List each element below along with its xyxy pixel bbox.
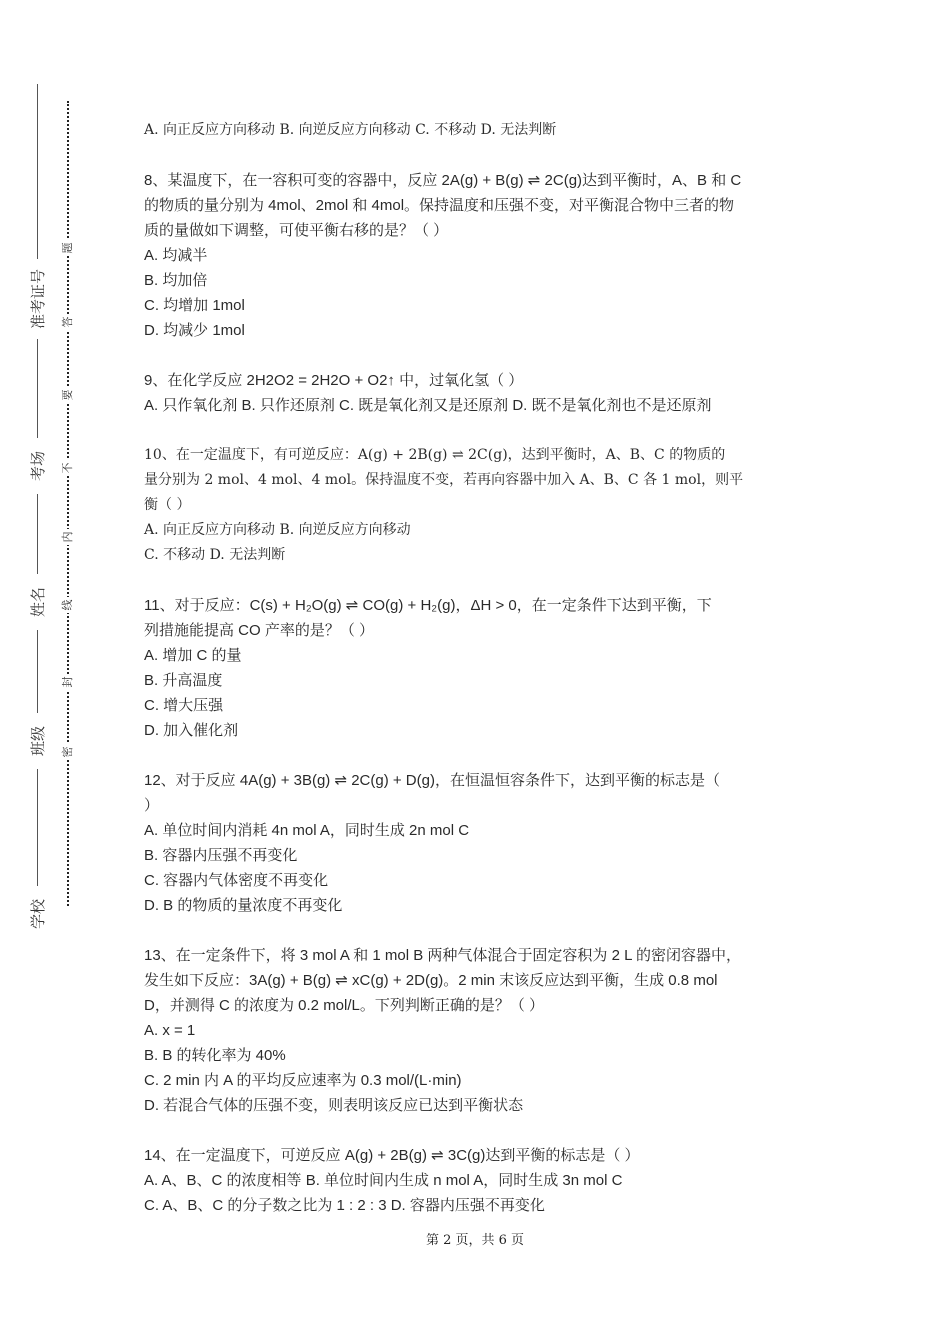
seal-char: 内 (61, 529, 75, 545)
name-field-label: 姓名 (29, 574, 47, 630)
question-options: C. 不移动 D. 无法判断 (144, 547, 286, 563)
seal-char: 密 (61, 744, 75, 760)
question-14 (144, 1143, 824, 1218)
option-d: D. 均减少 1mol (144, 322, 245, 339)
binding-margin (0, 0, 110, 1344)
question-stem-line: 量分别为 2 mol、4 mol、4 mol。保持温度不变，若再向容器中加入 A、B、C 各 1 mol，则平 (144, 472, 744, 488)
question-13 (144, 943, 824, 1118)
seal-dotted-line (67, 101, 69, 906)
question-stem-line: 质的量做如下调整，可使平衡右移的是？（ ） (144, 222, 449, 239)
question-stem-line: 列措施能提高 CO 产率的是？（ ） (144, 622, 375, 639)
option-b: B. 容器内压强不再变化 (144, 847, 298, 864)
seal-char: 答 (61, 314, 75, 330)
exam-room-field-label: 考场 (29, 438, 47, 494)
question-stem-line: 10、在一定温度下，有可逆反应：A(g) + 2B(g) ⇌ 2C(g)，达到平衡时，A、B、C 的物质的 (144, 447, 726, 463)
seal-char: 线 (61, 597, 75, 613)
option-c: C. 增大压强 (144, 697, 224, 714)
exam-id-field-label: 准考证号 (29, 259, 47, 339)
option-b: B. 升高温度 (144, 672, 223, 689)
question-stem-line: 11、对于反应：C(s) + H₂O(g) ⇌ CO(g) + H₂(g)，ΔH > 0，在一定条件下达到平衡，下 (144, 597, 712, 614)
question-stem-line: 的物质的量分别为 4mol、2mol 和 4mol。保持温度和压强不变，对平衡混合物中三者的物 (144, 197, 735, 214)
option-b: B. 均加倍 (144, 272, 208, 289)
question-stem-line: 8、某温度下，在一容积可变的容器中，反应 2A(g) + B(g) ⇌ 2C(g)达到平衡时，A、B 和 C (144, 172, 742, 189)
question-stem-line: D，并测得 C 的浓度为 0.2 mol/L。下列判断正确的是？（ ） (144, 997, 545, 1014)
seal-char: 题 (61, 240, 75, 256)
exam-content (144, 118, 824, 1218)
question-options: A. 向正反应方向移动 B. 向逆反应方向移动 (144, 522, 411, 538)
question-stem-line: 14、在一定温度下，可逆反应 A(g) + 2B(g) ⇌ 3C(g)达到平衡的标志是（ ） (144, 1147, 640, 1164)
option-b: B. B 的转化率为 40% (144, 1047, 286, 1064)
class-field-label: 班级 (29, 713, 47, 769)
option-a: A. 均减半 (144, 247, 208, 264)
option-d: D. B 的物质的量浓度不再变化 (144, 897, 343, 914)
school-field-label: 学校 (29, 886, 47, 942)
option-a: A. x = 1 (144, 1022, 196, 1039)
question-stem-line: 发生如下反应：3A(g) + B(g) ⇌ xC(g) + 2D(g)。2 min 末该反应达到平衡，生成 0.8 mol (144, 972, 718, 989)
seal-char: 要 (61, 387, 75, 403)
question-stem-line: 12、对于反应 4A(g) + 3B(g) ⇌ 2C(g) + D(g)，在恒温恒容条件下，达到平衡的标志是（ (144, 772, 720, 789)
question-9 (144, 368, 824, 418)
question-options: A. 只作氧化剂 B. 只作还原剂 C. 既是氧化剂又是还原剂 D. 既不是氧化剂也不是还原剂 (144, 397, 712, 414)
question-stem-line: 衡（ ） (144, 497, 191, 513)
seal-char: 封 (61, 674, 75, 690)
option-c: C. 容器内气体密度不再变化 (144, 872, 329, 889)
option-a: A. 增加 C 的量 (144, 647, 242, 664)
question-stem-line: 9、在化学反应 2H2O2 = 2H2O + O2↑ 中，过氧化氢（ ） (144, 372, 524, 389)
question-11 (144, 593, 824, 743)
question-12 (144, 768, 824, 918)
page-number: 第 2 页，共 6 页 (425, 1233, 525, 1248)
question-stem-line: ） (144, 797, 160, 814)
option-a: A. 单位时间内消耗 4n mol A，同时生成 2n mol C (144, 822, 470, 839)
question-options: C. A、B、C 的分子数之比为 1 : 2 : 3 D. 容器内压强不再变化 (144, 1197, 545, 1214)
question-8 (144, 168, 824, 343)
question-10 (144, 443, 824, 568)
question-stem-line: 13、在一定条件下，将 3 mol A 和 1 mol B 两种气体混合于固定容积为 2 L 的密闭容器中， (144, 947, 742, 964)
option-c: C. 均增加 1mol (144, 297, 245, 314)
option-d: D. 若混合气体的压强不变，则表明该反应已达到平衡状态 (144, 1097, 524, 1114)
question-options: A. A、B、C 的浓度相等 B. 单位时间内生成 n mol A，同时生成 3n mol C (144, 1172, 623, 1189)
seal-char: 不 (61, 460, 75, 476)
option-d: D. 加入催化剂 (144, 722, 239, 739)
q7-options: A. 向正反应方向移动 B. 向逆反应方向移动 C. 不移动 D. 无法判断 (144, 122, 557, 138)
option-c: C. 2 min 内 A 的平均反应速率为 0.3 mol/(L·min) (144, 1072, 462, 1089)
